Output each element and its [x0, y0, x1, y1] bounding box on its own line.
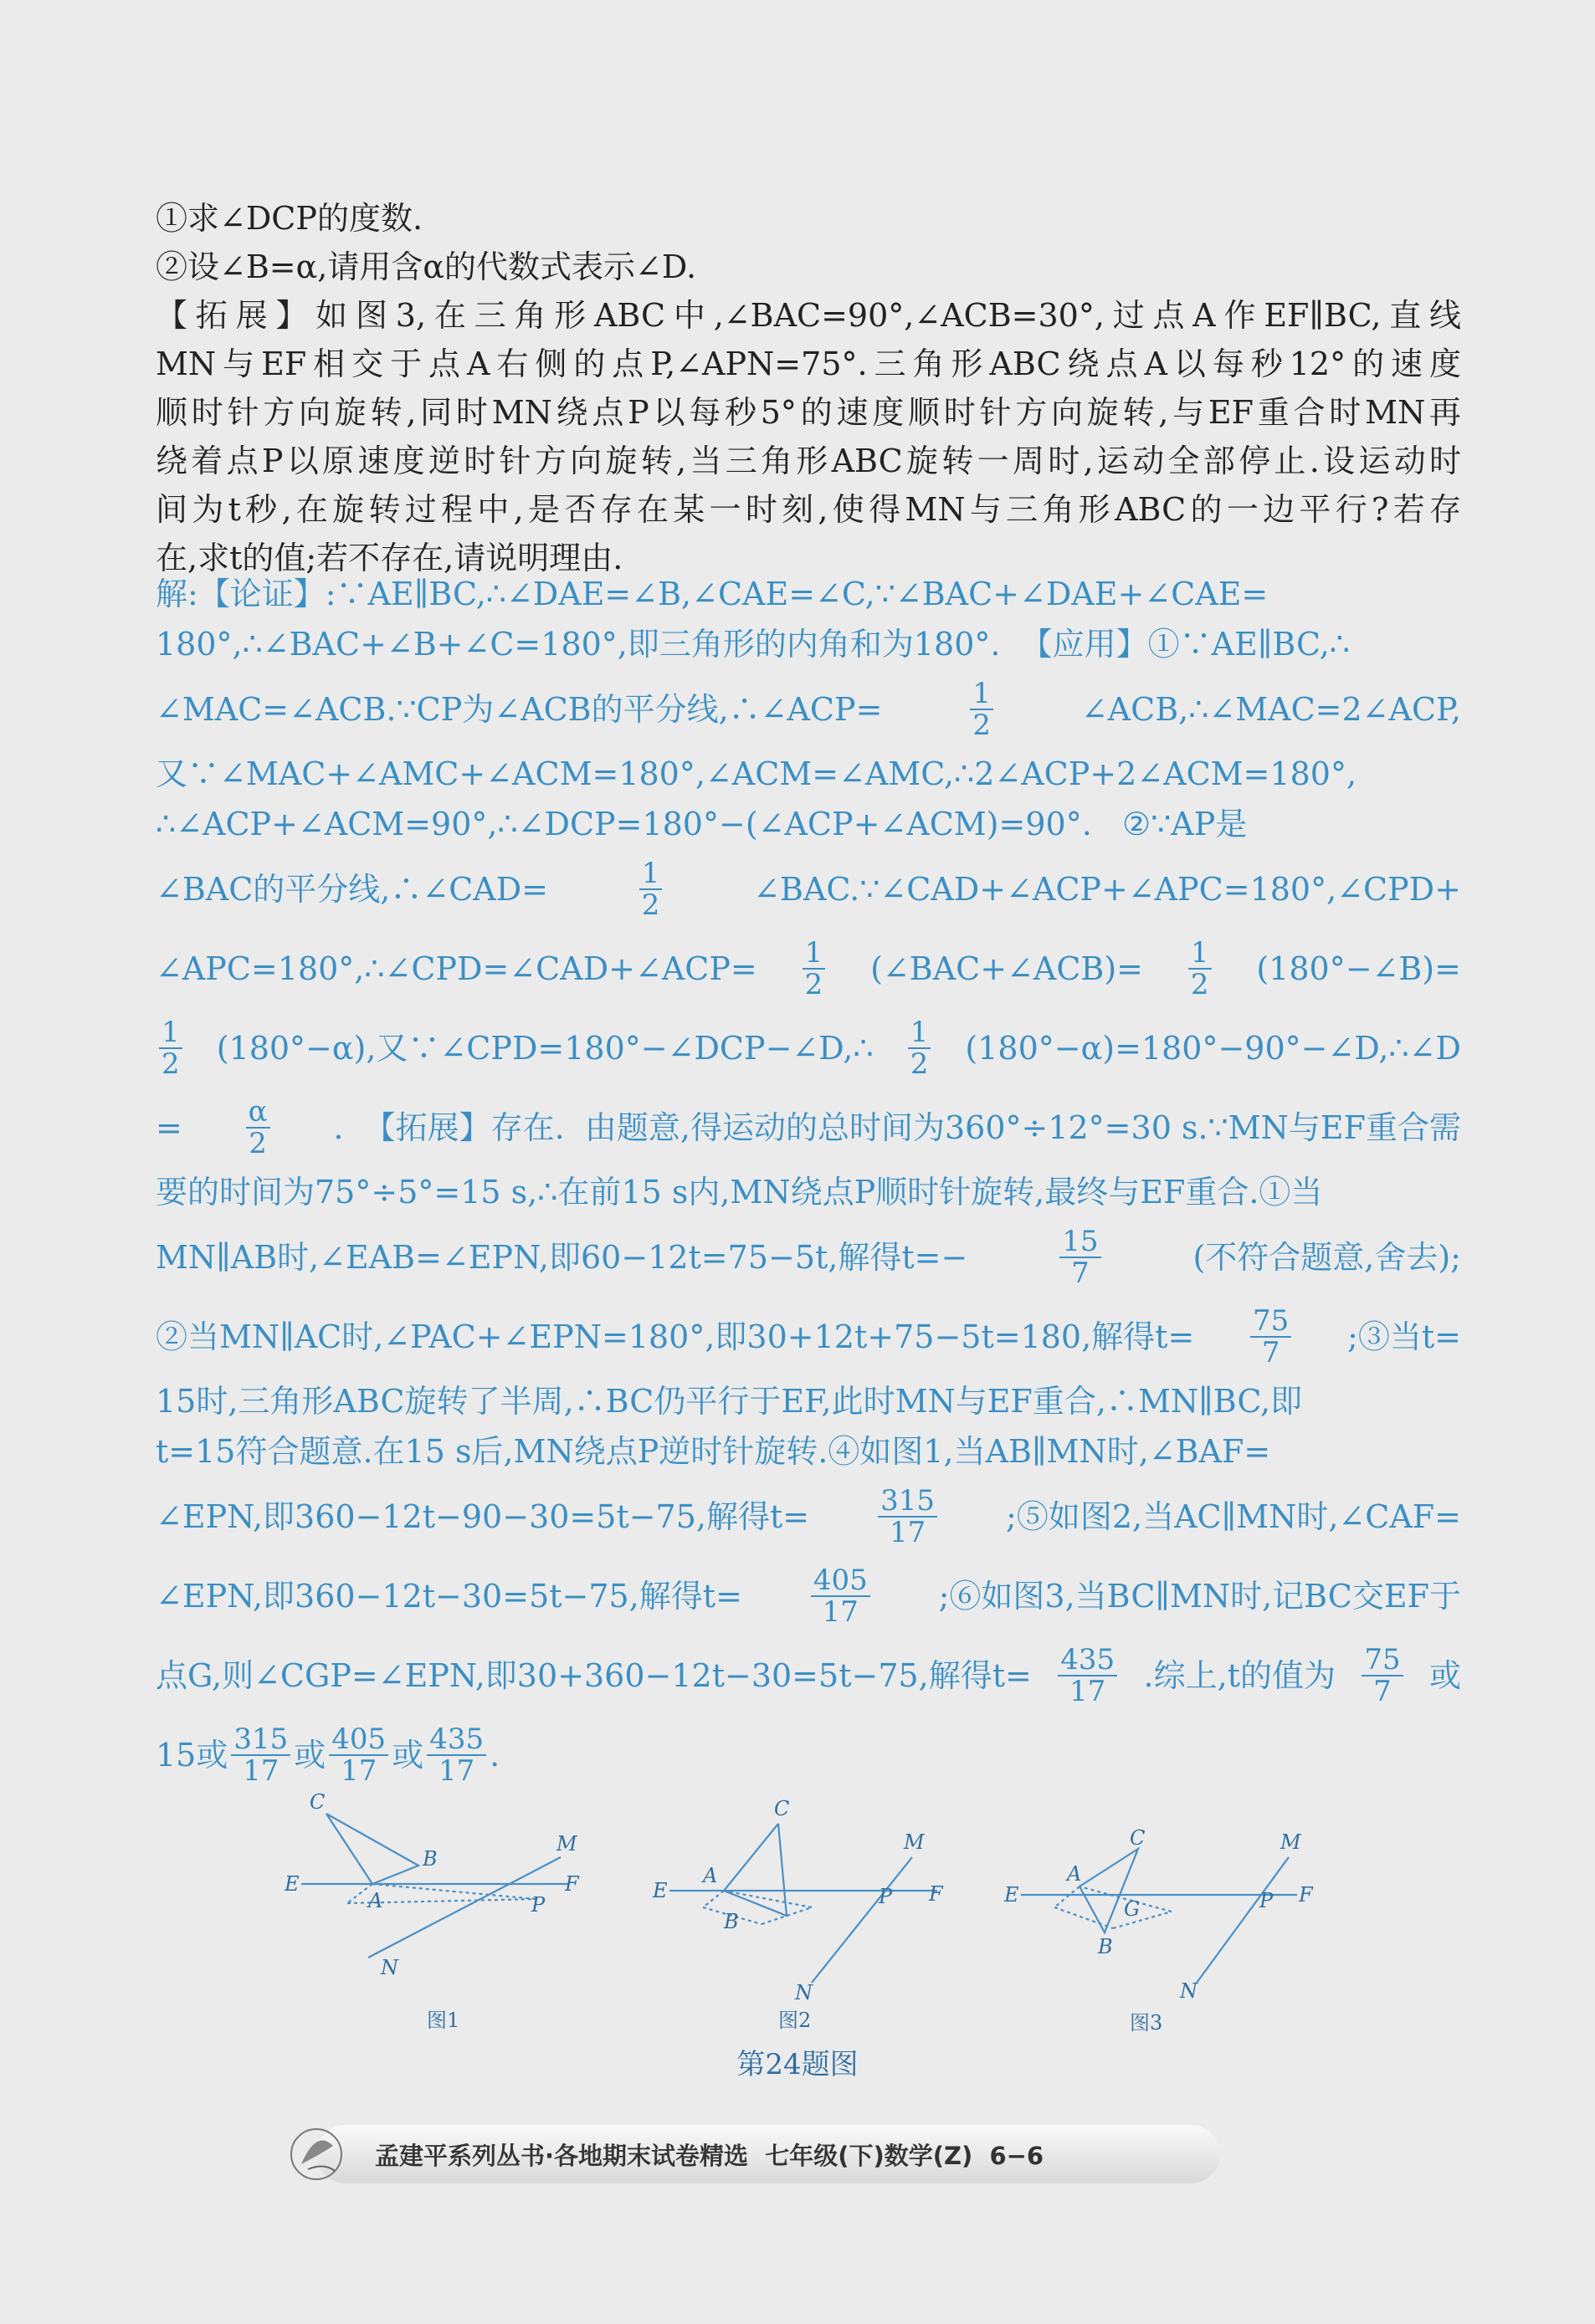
- solution-line: ∠APC=180°,∴∠CPD=∠CAD+∠ACP= $\frac{1}{2}$ (∠BAC+∠ACB)= $\frac{1}{2}$ (180°−∠B)=: [156, 935, 1461, 1001]
- solution-line: MN∥AB时,∠EAB=∠EPN,即60−12t=75−5t,解得t=− $\frac{15}{7}$ (不符合题意,舍去);: [156, 1224, 1461, 1290]
- solution-line: 15时,三角形ABC旋转了半周,∴BC仍平行于EF,此时MN与EF重合,∴MN∥BC,即: [156, 1383, 1303, 1420]
- solution-line: ∠EPN,即360−12t−90−30=5t−75,解得t= $\frac{315}{17}$ ;⑤如图2,当AC∥MN时,∠CAF=: [156, 1483, 1461, 1549]
- fraction: $\frac{1}{2}$: [639, 858, 663, 920]
- solution-line: $\frac{1}{2}$ (180°−α),又∵∠CPD=180°−∠DCP−∠D,∴ $\frac{1}{2}$ (180°−α)=180°−90°−∠D,∴∠D: [156, 1008, 1461, 1088]
- svg-text:N: N: [381, 1956, 398, 1979]
- figure-caption: 图3: [1130, 2011, 1163, 2035]
- svg-text:A: A: [1067, 1862, 1082, 1886]
- solution-line: 解:【论证】:∵AE∥BC,∴∠DAE=∠B,∠CAE=∠C,∵∠BAC+∠DAE+∠CAE=: [156, 576, 1269, 612]
- fraction: $\frac{1}{2}$: [970, 678, 993, 740]
- fraction: $\frac{75}{7}$: [1362, 1645, 1403, 1707]
- svg-text:M: M: [556, 1832, 577, 1856]
- fraction: $\frac{1}{2}$: [1188, 938, 1212, 1000]
- figure-caption: 图1: [427, 2009, 460, 2032]
- svg-text:C: C: [1130, 1826, 1146, 1850]
- svg-text:P: P: [879, 1885, 893, 1908]
- solution-line: 要的时间为75°÷5°=15 s,∴在前15 s内,MN绕点P顺时针旋转,最终与EF重合.①当: [156, 1174, 1323, 1211]
- svg-text:B: B: [724, 1910, 739, 1933]
- svg-text:F: F: [565, 1872, 579, 1896]
- svg-text:E: E: [653, 1879, 668, 1902]
- question-line: 间为t秒,在旋转过程中,是否存在某一时刻,使得MN与三角形ABC的一边平行?若存: [156, 491, 1461, 528]
- svg-text:A: A: [703, 1864, 718, 1887]
- solution-line: t=15符合题意.在15 s后,MN绕点P逆时针旋转.④如图1,当AB∥MN时,∠BAF=: [156, 1433, 1271, 1470]
- svg-text:P: P: [1259, 1889, 1274, 1912]
- question-text: [156, 194, 1461, 582]
- question-line: 绕着点P以原速度逆时针方向旋转,当三角形ABC旋转一周时,运动全部停止.设运动时: [156, 443, 1461, 479]
- figure-caption: 图2: [778, 2009, 812, 2032]
- solution-line: 180°,∴∠BAC+∠B+∠C=180°,即三角形的内角和为180°. 【应用】①∵AE∥BC,∴: [156, 626, 1350, 663]
- solution-line: ②当MN∥AC时,∠PAC+∠EPN=180°,即30+12t+75−5t=180,解得t= $\frac{75}{7}$ ;③当t=: [156, 1303, 1461, 1369]
- figure-3-diagram: [1004, 1790, 1322, 2041]
- fraction: $\frac{435}{17}$: [1058, 1645, 1117, 1707]
- solution-line: ∠MAC=∠ACB.∵CP为∠ACB的平分线,∴∠ACP= $\frac{1}{2}$ ∠ACB,∴∠MAC=2∠ACP,: [156, 676, 1461, 742]
- fraction: $\frac{405}{17}$: [811, 1565, 870, 1627]
- svg-text:E: E: [285, 1872, 300, 1896]
- question-line: 在,求t的值;若不存在,请说明理由.: [156, 540, 623, 576]
- fraction: $\frac{\alpha}{2}$: [246, 1097, 270, 1159]
- question-line: ②设∠B=α,请用含α的代数式表示∠D.: [156, 248, 697, 285]
- svg-text:F: F: [1299, 1883, 1313, 1907]
- question-line: 顺时针方向旋转,同时MN绕点P以每秒5°的速度顺时针方向旋转,与EF重合时MN再: [156, 394, 1461, 431]
- svg-text:M: M: [1280, 1830, 1301, 1854]
- svg-text:A: A: [368, 1889, 383, 1912]
- question-line: 【拓展】如图3,在三角形ABC中,∠BAC=90°,∠ACB=30°,过点A作EF∥BC,直线: [156, 297, 1461, 334]
- svg-text:B: B: [1098, 1935, 1113, 1958]
- solution-line: ∠BAC的平分线,∴∠CAD= $\frac{1}{2}$ ∠BAC.∵∠CAD+∠ACP+∠APC=180°,∠CPD+: [156, 856, 1461, 922]
- svg-text:N: N: [1180, 1979, 1198, 2003]
- fraction: $\frac{315}{17}$: [231, 1724, 290, 1786]
- svg-text:M: M: [904, 1830, 925, 1854]
- figure-title: 第24题图: [736, 2048, 859, 2081]
- fraction: $\frac{75}{7}$: [1250, 1306, 1291, 1368]
- fraction: $\frac{1}{2}$: [159, 1017, 182, 1079]
- figures: [285, 1790, 1356, 2066]
- fraction: $\frac{1}{2}$: [803, 938, 826, 1000]
- svg-text:P: P: [531, 1893, 546, 1917]
- svg-text:C: C: [310, 1790, 326, 1814]
- footer-text: 孟建平系列丛书·各地期末试卷精选 七年级(下)数学(Z) 6−6: [375, 2141, 1044, 2170]
- solution-text: [156, 569, 1461, 1794]
- figure-3: [1004, 1790, 1322, 2045]
- solution-line: 又∵∠MAC+∠AMC+∠ACM=180°,∠ACM=∠AMC,∴2∠ACP+2∠ACM=180°,: [156, 755, 1357, 792]
- svg-text:B: B: [423, 1847, 438, 1871]
- fraction: $\frac{435}{17}$: [427, 1724, 486, 1786]
- leaf-ornament-icon: [283, 2121, 350, 2188]
- solution-line: 15或 $\frac{315}{17}$ 或 $\frac{405}{17}$ 或 $\frac{435}{17}$ .: [156, 1722, 500, 1788]
- fraction: $\frac{315}{17}$: [878, 1486, 937, 1548]
- svg-text:N: N: [795, 1981, 813, 2004]
- svg-text:E: E: [1004, 1883, 1019, 1907]
- solution-line: = $\frac{\alpha}{2}$ . 【拓展】存在. 由题意,得运动的总时间为360°÷12°=30 s.∵MN与EF重合需: [156, 1094, 1461, 1160]
- fraction: $\frac{1}{2}$: [908, 1017, 931, 1079]
- page-footer: [316, 2125, 1220, 2183]
- question-line: ①求∠DCP的度数.: [156, 200, 423, 237]
- fraction: $\frac{405}{17}$: [329, 1724, 388, 1786]
- solution-line: 点G,则∠CGP=∠EPN,即30+360−12t−30=5t−75,解得t= $\frac{435}{17}$ .综上,t的值为 $\frac{75}{7}$ 或: [156, 1642, 1461, 1708]
- question-line: MN与EF相交于点A右侧的点P,∠APN=75°.三角形ABC绕点A以每秒12°的速度: [156, 346, 1461, 382]
- svg-text:C: C: [774, 1797, 790, 1820]
- svg-text:G: G: [1124, 1897, 1141, 1921]
- solution-line: ∴∠ACP+∠ACM=90°,∴∠DCP=180°−(∠ACP+∠ACM)=90°. ②∵AP是: [156, 806, 1248, 842]
- svg-text:F: F: [929, 1882, 943, 1906]
- fraction: $\frac{15}{7}$: [1059, 1226, 1100, 1288]
- solution-line: ∠EPN,即360−12t−30=5t−75,解得t= $\frac{405}{17}$ ;⑥如图3,当BC∥MN时,记BC交EF于: [156, 1563, 1461, 1629]
